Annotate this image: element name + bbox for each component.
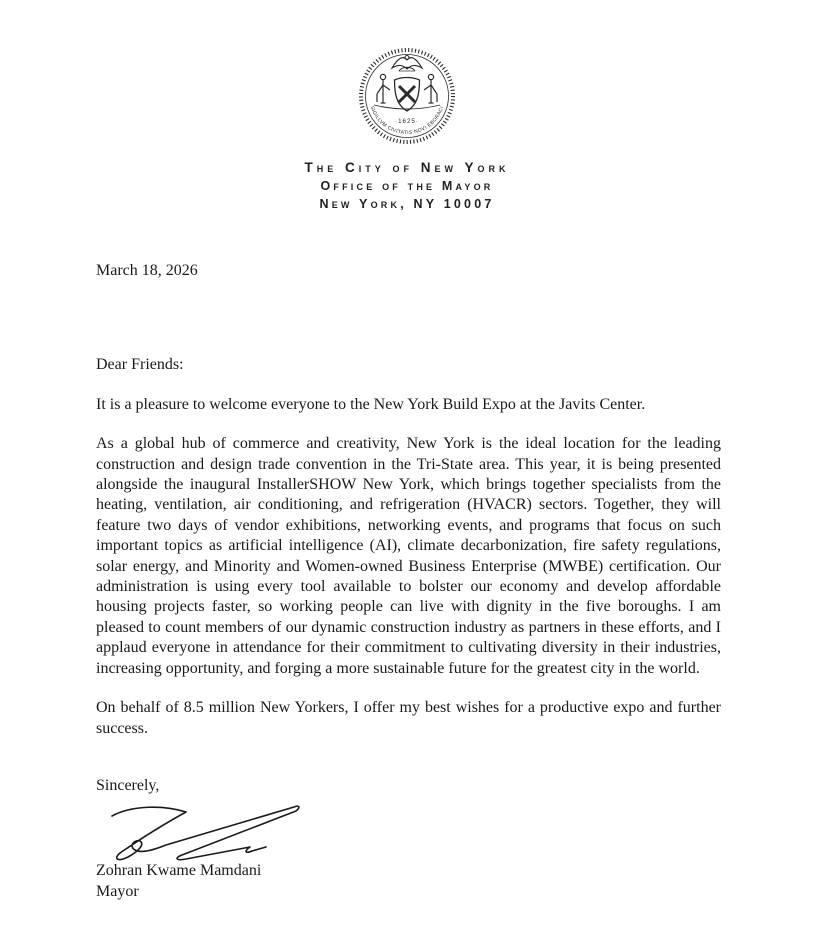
letter-body bbox=[96, 261, 721, 902]
letterhead-line-3: New York, NY 10007 bbox=[319, 197, 495, 211]
seal-right-figure bbox=[424, 74, 437, 103]
body-paragraph-2: As a global hub of commerce and creativity, New York is the ideal location for the leading construction and design trade convention in the Tri-State area. This year, it is being presented alongside the inaugural InstallerSHOW New York, which brings together specialists from the heating, ventilation, air conditioning, and refrigeration (HVACR) sectors. Together, they will feature two days of vendor exhibitions, networking events, and programs that focus on such important topics as artificial intelligence (AI), climate decarbonization, fire safety regulations, solar energy, and Minority and Women-owned Business Enterprise (MWBE) certification. Our administration is using every tool available to bolster our economy and develop affordable housing projects faster, so working people can live with dignity in the five boroughs. I am pleased to count members of our dynamic construction industry as partners in these efforts, and I applaud everyone in attendance for their commitment to cultivating diversity in their industries, increasing opportunity, and forging a more sustainable future for the greatest city in the world. bbox=[96, 435, 721, 677]
seal-container bbox=[0, 0, 814, 148]
letter-salutation: Dear Friends: bbox=[96, 356, 184, 374]
mayor-signature-icon bbox=[98, 799, 310, 863]
body-paragraph-1: It is a pleasure to welcome everyone to the New York Build Expo at the Javits Center. bbox=[96, 395, 646, 413]
letter-date: March 18, 2026 bbox=[96, 262, 198, 279]
seal-shield bbox=[395, 78, 420, 112]
seal-year: ·1625· bbox=[395, 118, 419, 125]
nyc-city-seal-icon bbox=[352, 44, 462, 148]
seal-ground-branch bbox=[374, 105, 440, 109]
letterhead-line-1: The City of New York bbox=[304, 160, 510, 175]
signer-title: Mayor bbox=[96, 882, 139, 900]
signature-stroke bbox=[112, 807, 299, 860]
signer-name: Zohran Kwame Mamdani bbox=[96, 862, 262, 880]
seal-motto: SIGILLVM CIVITATIS NOVI EBORACI bbox=[368, 105, 446, 137]
seal-left-figure bbox=[377, 74, 390, 103]
letter-closing: Sincerely, bbox=[96, 776, 160, 794]
letterhead bbox=[0, 158, 814, 213]
signature-container bbox=[98, 799, 721, 863]
letterhead-line-2: Office of the Mayor bbox=[320, 179, 494, 193]
seal-eagle bbox=[392, 56, 422, 72]
body-paragraph-3: On behalf of 8.5 million New Yorkers, I offer my best wishes for a productive expo and further success. bbox=[96, 699, 721, 737]
